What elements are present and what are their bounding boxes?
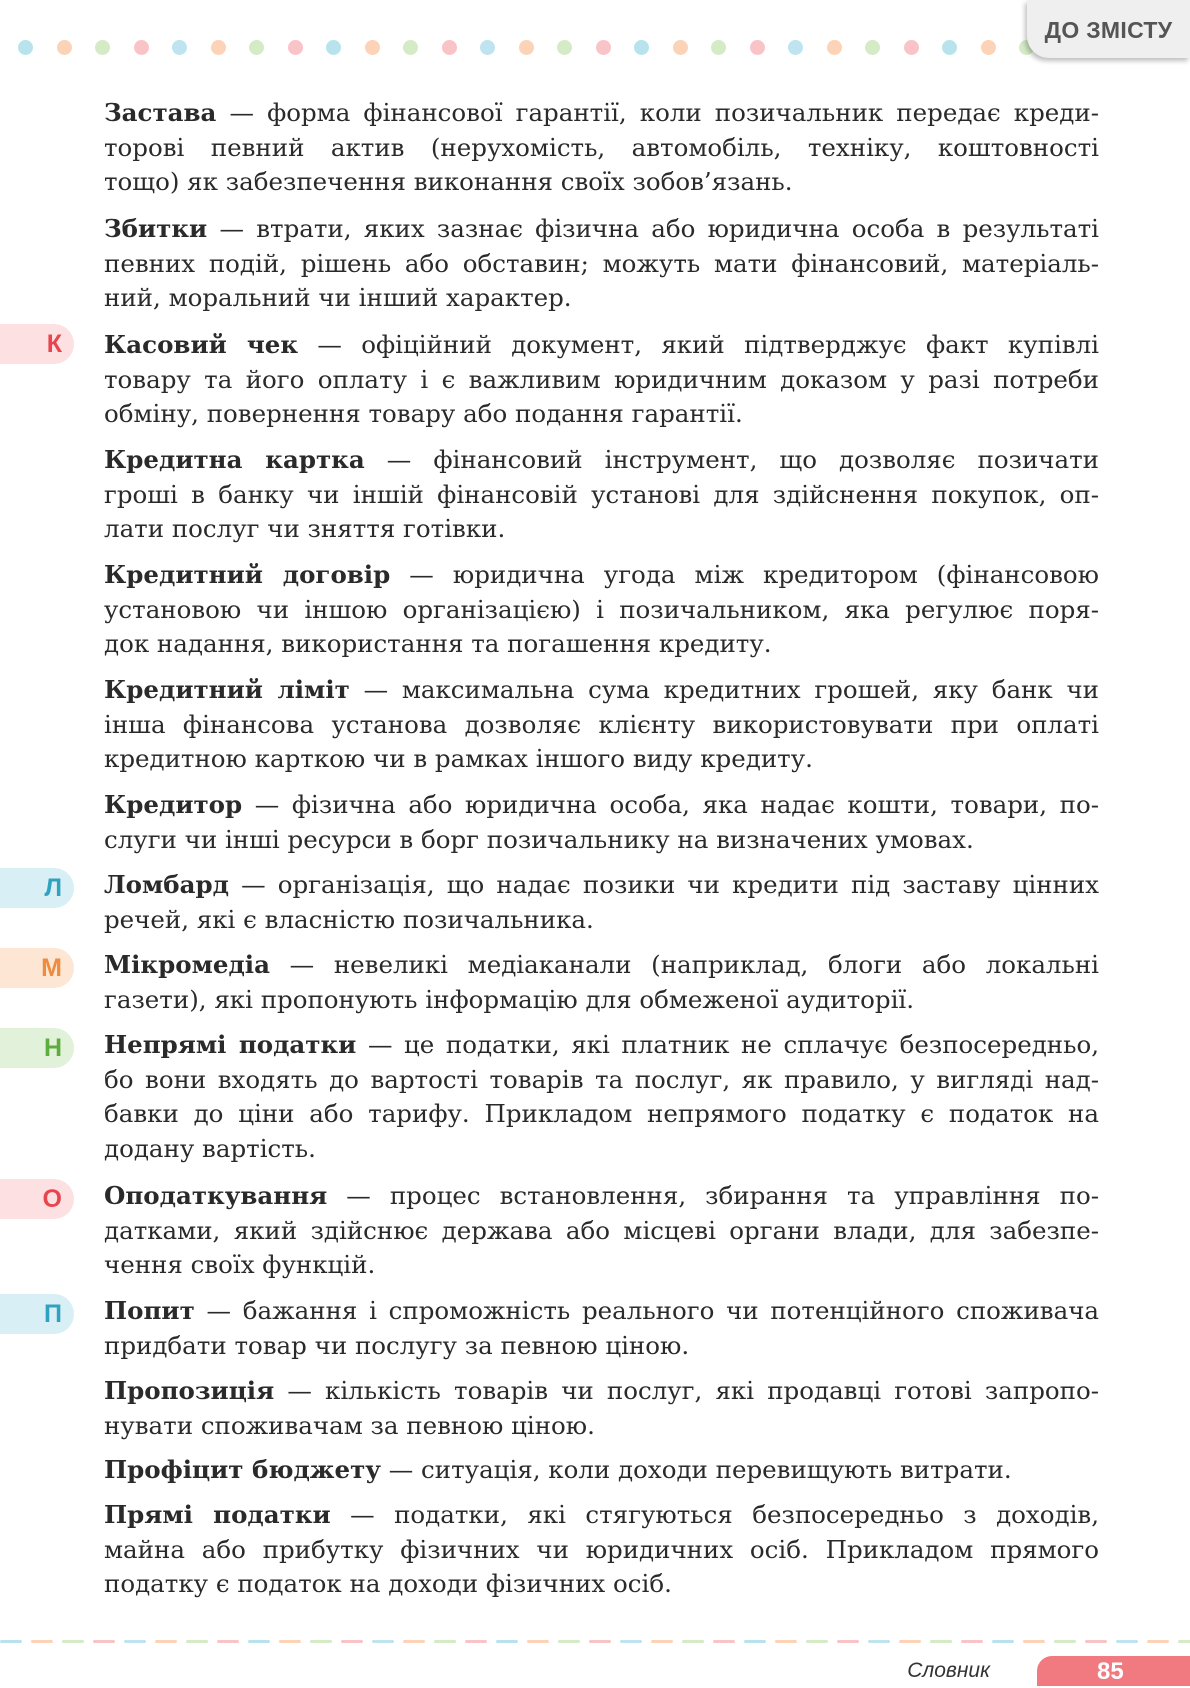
decorative-dash xyxy=(713,1640,735,1643)
entry-line: Кредитна картка — фінансовий інструмент, що дозволяє позичати xyxy=(104,445,1099,474)
decorative-dash xyxy=(1116,1640,1138,1643)
decorative-dash xyxy=(372,1640,394,1643)
decorative-dash xyxy=(434,1640,456,1643)
glossary-term: Ломбард xyxy=(104,870,229,899)
glossary-term: Оподаткування xyxy=(104,1181,328,1210)
glossary-term: Непрямі податки xyxy=(104,1030,357,1059)
alphabet-letter-tab: Н xyxy=(0,1028,74,1068)
entry-line: Мікромедіа — невеликі медіаканали (наприклад, блоги або локальні xyxy=(104,950,1099,979)
decorative-dash xyxy=(31,1640,53,1643)
entry-line: гроші в банку чи іншій фінансовій установі для здійснення покупок, оп- xyxy=(104,479,1099,509)
footer-section-title: Словник xyxy=(907,1659,990,1682)
entry-line: Застава — форма фінансової гарантії, коли позичальник передає креди- xyxy=(104,98,1099,127)
alphabet-letter-tab: О xyxy=(0,1179,74,1219)
decorative-dash xyxy=(93,1640,115,1643)
decorative-dash xyxy=(992,1640,1014,1643)
decorative-dash xyxy=(1178,1640,1190,1643)
glossary-entry xyxy=(104,1179,1099,1283)
glossary-entry xyxy=(104,96,1099,200)
glossary-term: Кредитний договір xyxy=(104,560,391,589)
decorative-dash xyxy=(124,1640,146,1643)
entry-line: датками, який здійснює держава або місцеві органи влади, для забезпе- xyxy=(104,1215,1099,1245)
decorative-dash xyxy=(930,1640,952,1643)
decorative-dash xyxy=(465,1640,487,1643)
entry-line: Кредитний ліміт — максимальна сума кредитних грошей, яку банк чи xyxy=(104,675,1099,704)
entry-line: Прямі податки — податки, які стягуються безпосередньо з доходів, xyxy=(104,1500,1099,1529)
glossary-term: Мікромедіа xyxy=(104,950,270,979)
glossary-entry xyxy=(104,788,1099,857)
decorative-dash xyxy=(155,1640,177,1643)
decorative-dash xyxy=(527,1640,549,1643)
decorative-dash xyxy=(62,1640,84,1643)
glossary-entry xyxy=(104,673,1099,777)
glossary-term: Касовий чек xyxy=(104,330,299,359)
glossary-entry xyxy=(104,212,1099,316)
entry-line: Кредитор — фізична або юридична особа, яка надає кошти, товари, по- xyxy=(104,790,1099,819)
decorative-dash xyxy=(806,1640,828,1643)
entry-line: Пропозиція — кількість товарів чи послуг, які продавці готові запропо- xyxy=(104,1376,1099,1405)
decorative-dash xyxy=(279,1640,301,1643)
decorative-dash xyxy=(589,1640,611,1643)
page-number: 85 xyxy=(1037,1656,1190,1686)
entry-line: док надання, використання та погашення кредиту. xyxy=(104,629,772,658)
entry-line: обміну, повернення товару або подання гарантії. xyxy=(104,399,743,428)
glossary-entry xyxy=(104,868,1099,937)
glossary-entry xyxy=(104,1498,1099,1602)
entry-line: речей, які є власністю позичальника. xyxy=(104,904,594,934)
glossary-term: Пропозиція xyxy=(104,1376,275,1405)
entry-line: чення своїх функцій. xyxy=(104,1250,376,1279)
decorative-dash xyxy=(837,1640,859,1643)
entry-line: певних подій, рішень або обставин; можуть мати фінансовий, матеріаль- xyxy=(104,248,1099,278)
decorative-dash xyxy=(341,1640,363,1643)
decorative-dash xyxy=(620,1640,642,1643)
entry-line: податку є податок на доходи фізичних осіб. xyxy=(104,1569,672,1598)
glossary-entry xyxy=(104,1028,1099,1166)
glossary-entry xyxy=(104,558,1099,662)
footer-dash-line xyxy=(0,1640,1190,1644)
decorative-dash xyxy=(1147,1640,1169,1643)
entry-line: лати послуг чи зняття готівки. xyxy=(104,514,506,543)
entry-line: Збитки — втрати, яких зазнає фізична або юридична особа в результаті xyxy=(104,214,1099,243)
entry-line: нувати споживачам за певною ціною. xyxy=(104,1410,595,1440)
alphabet-letter-tab: М xyxy=(0,948,74,988)
alphabet-letter-tab: К xyxy=(0,324,74,364)
entry-line: Кредитний договір — юридична угода між кредитором (фінансовою xyxy=(104,560,1099,589)
glossary-term: Попит xyxy=(104,1296,195,1325)
glossary-entry xyxy=(104,1453,1099,1488)
decorative-dash xyxy=(310,1640,332,1643)
decorative-dash xyxy=(1054,1640,1076,1643)
decorative-dash xyxy=(1023,1640,1045,1643)
entry-line: придбати товар чи послугу за певною ціною. xyxy=(104,1330,690,1360)
decorative-dash xyxy=(744,1640,766,1643)
entry-line: Профіцит бюджету — ситуація, коли доходи перевищують витрати. xyxy=(104,1455,1012,1484)
glossary-entry xyxy=(104,443,1099,547)
decorative-dash xyxy=(248,1640,270,1643)
decorative-dash xyxy=(186,1640,208,1643)
entry-line: майна або прибутку фізичних чи юридичних осіб. Прикладом прямого xyxy=(104,1534,1099,1564)
decorative-dash xyxy=(775,1640,797,1643)
entry-line: товару та його оплату і є важливим юридичним доказом у разі потреби xyxy=(104,364,1099,394)
alphabet-letter-tab: Л xyxy=(0,868,74,908)
decorative-dash xyxy=(961,1640,983,1643)
entry-line: кредитною карткою чи в рамках іншого виду кредиту. xyxy=(104,744,813,773)
entry-line: тощо) як забезпечення виконання своїх зобов’язань. xyxy=(104,167,793,196)
glossary-entry xyxy=(104,1374,1099,1443)
decorative-dash xyxy=(651,1640,673,1643)
entry-line: торові певний актив (нерухомість, автомобіль, техніку, коштовності xyxy=(104,132,1099,162)
entry-line: інша фінансова установа дозволяє клієнту використовувати при оплаті xyxy=(104,709,1099,739)
decorative-dash xyxy=(682,1640,704,1643)
decorative-dash xyxy=(403,1640,425,1643)
glossary-term: Застава xyxy=(104,98,217,127)
entry-line: слуги чи інші ресурси в борг позичальнику на визначених умовах. xyxy=(104,824,974,854)
glossary-term: Збитки xyxy=(104,214,208,243)
glossary-term: Кредитна картка xyxy=(104,445,365,474)
entry-line: ний, моральний чи інший характер. xyxy=(104,283,572,312)
entry-line: Непрямі податки — це податки, які платник не сплачує безпосередньо, xyxy=(104,1030,1099,1059)
alphabet-letter-tab: П xyxy=(0,1294,74,1334)
glossary-entry xyxy=(104,948,1099,1017)
entry-line: Касовий чек — офіційний документ, який підтверджує факт купівлі xyxy=(104,330,1099,359)
entry-line: Ломбард — організація, що надає позики чи кредити під заставу цінних xyxy=(104,870,1099,899)
glossary-entry xyxy=(104,1294,1099,1363)
decorative-dash xyxy=(217,1640,239,1643)
decorative-dash xyxy=(0,1640,22,1643)
decorative-dash xyxy=(496,1640,518,1643)
table-of-contents-button[interactable]: ДО ЗМІСТУ xyxy=(1027,0,1190,58)
entry-line: бо вони входять до вартості товарів та послуг, як правило, у вигляді над- xyxy=(104,1064,1099,1094)
entry-line: додану вартість. xyxy=(104,1133,316,1163)
glossary-entry xyxy=(104,328,1099,432)
glossary-term: Кредитний ліміт xyxy=(104,675,350,704)
glossary-term: Профіцит бюджету xyxy=(104,1455,381,1484)
entry-line: Оподаткування — процес встановлення, збирання та управління по- xyxy=(104,1181,1099,1210)
entry-line: газети), які пропонують інформацію для обмеженої аудиторії. xyxy=(104,984,915,1014)
entry-line: Попит — бажання і спроможність реального чи потенційного споживача xyxy=(104,1296,1099,1325)
decorative-dash xyxy=(1085,1640,1107,1643)
decorative-dash xyxy=(899,1640,921,1643)
entry-line: установою чи іншою організацією) і позичальником, яка регулює поря- xyxy=(104,594,1099,624)
decorative-dash xyxy=(868,1640,890,1643)
entry-line: бавки до ціни або тарифу. Прикладом непрямого податку є податок на xyxy=(104,1099,1099,1128)
decorative-dash xyxy=(558,1640,580,1643)
glossary-term: Прямі податки xyxy=(104,1500,331,1529)
glossary-term: Кредитор xyxy=(104,790,243,819)
